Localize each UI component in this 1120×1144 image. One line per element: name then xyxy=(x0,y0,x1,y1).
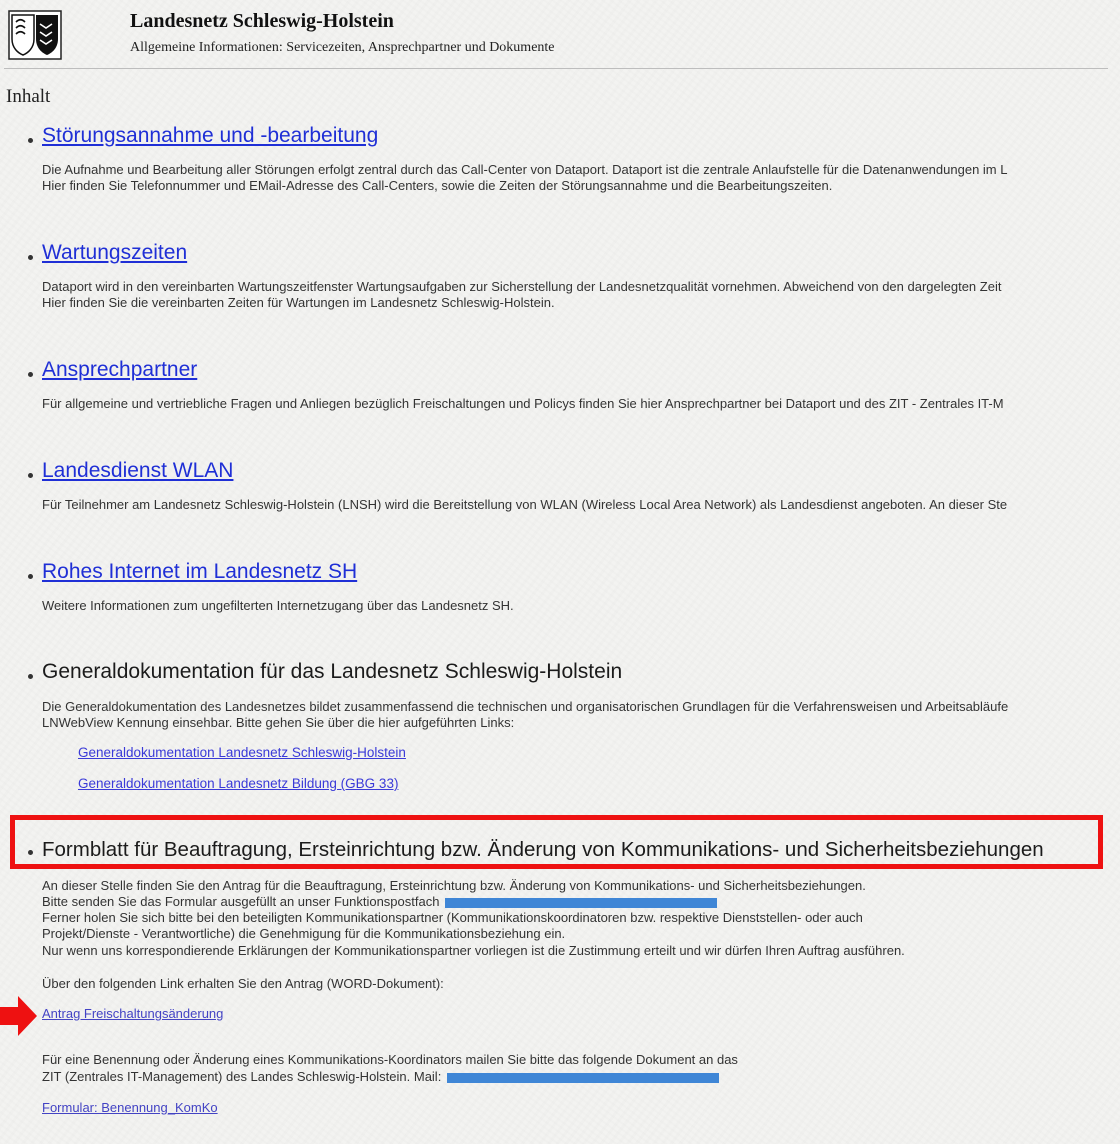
link-stoerungsannahme[interactable]: Störungsannahme und -bearbeitung xyxy=(42,124,379,147)
link-rohes-internet[interactable]: Rohes Internet im Landesnetz SH xyxy=(42,560,358,583)
bullet-icon xyxy=(28,850,33,855)
section-description-line: Weitere Informationen zum ungefilterten Internetzugang über das Landesnetz SH. xyxy=(42,598,514,613)
link-generaldoku-bildung[interactable]: Generaldokumentation Landesnetz Bildung (GBG 33) xyxy=(78,776,399,791)
site-title: Landesnetz Schleswig-Holstein xyxy=(130,10,394,32)
section-description-line: Projekt/Dienste - Verantwortliche) die Genehmigung für die Kommunikationsbeziehung ein. xyxy=(42,926,566,941)
section-description-line: An dieser Stelle finden Sie den Antrag für die Beauftragung, Ersteinrichtung bzw. Änderung von Kommunikations- und Sicherheitsbeziehungen. xyxy=(42,878,866,893)
section-description-line: Hier finden Sie Telefonnummer und EMail-Adresse des Call-Centers, sowie die Zeiten der Störungsannahme und die Bearbeitungszeiten. xyxy=(42,178,833,193)
link-wartungszeiten[interactable]: Wartungszeiten xyxy=(42,241,188,264)
bullet-icon xyxy=(28,473,33,478)
bullet-icon xyxy=(28,574,33,579)
link-landesdienst-wlan[interactable]: Landesdienst WLAN xyxy=(42,459,234,482)
heading-generaldokumentation: Generaldokumentation für das Landesnetz Schleswig-Holstein xyxy=(42,660,623,683)
red-arrow-icon xyxy=(0,994,38,1038)
header-divider xyxy=(4,68,1108,69)
section-wartungszeiten xyxy=(0,237,1110,321)
link-ansprechpartner[interactable]: Ansprechpartner xyxy=(42,358,198,381)
redacted-email xyxy=(447,1073,719,1083)
bullet-icon xyxy=(28,372,33,377)
section-description-line: Für Teilnehmer am Landesnetz Schleswig-Holstein (LNSH) wird die Bereitstellung von WLAN (Wireless Local Area Network) als Landesdienst angeboten. An dieser Ste xyxy=(42,497,1008,512)
bullet-icon xyxy=(28,138,33,143)
link-formular-komko[interactable]: Formular: Benennung_KomKo xyxy=(42,1100,218,1115)
section-description-line: Hier finden Sie die vereinbarten Zeiten für Wartungen im Landesnetz Schleswig-Holstein. xyxy=(42,295,555,310)
toc-heading: Inhalt xyxy=(6,86,51,107)
coat-of-arms-logo xyxy=(8,10,62,60)
link-generaldoku-sh[interactable]: Generaldokumentation Landesnetz Schleswig-Holstein xyxy=(78,745,406,760)
heading-formblatt: Formblatt für Beauftragung, Ersteinrichtung bzw. Änderung von Kommunikations- und Sicherheitsbeziehungen xyxy=(42,838,1044,861)
section-description-line: Für allgemeine und vertriebliche Fragen und Anliegen bezüglich Freischaltungen und Policys finden Sie hier Ansprechpartner bei Dataport und des ZIT - Zentrales IT-M xyxy=(42,396,1004,411)
bullet-icon xyxy=(28,674,33,679)
bullet-icon xyxy=(28,255,33,260)
section-rohes-internet xyxy=(0,556,1110,622)
section-description-line: LNWebView Kennung einsehbar. Bitte gehen Sie über die hier aufgeführten Links: xyxy=(42,715,515,730)
site-subtitle: Allgemeine Informationen: Servicezeiten, Ansprechpartner und Dokumente xyxy=(130,40,555,55)
section-description-line: Nur wenn uns korrespondierende Erklärungen der Kommunikationspartner vorliegen ist die Zustimmung erteilt und wir dürfen Ihren Auftrag ausführen. xyxy=(42,943,905,958)
section-description-line: Ferner holen Sie sich bitte bei den beteiligten Kommunikationspartner (Kommunikationskoordinatoren bzw. respektive Dienststellen- oder auch xyxy=(42,910,863,925)
section-generaldokumentation xyxy=(0,656,1110,798)
section-ansprechpartner xyxy=(0,354,1110,420)
antrag-link-intro: Über den folgenden Link erhalten Sie den Antrag (WORD-Dokument): xyxy=(42,976,444,991)
komko-description-line xyxy=(42,1069,719,1086)
section-description-line: Dataport wird in den vereinbarten Wartungszeitfenster Wartungsaufgaben zur Sicherstellung der Landesnetzqualität vornehmen. Abweichend von den dargelegten Zeit xyxy=(42,279,1002,294)
section-description-line xyxy=(42,894,717,911)
funktionspostfach-text: Bitte senden Sie das Formular ausgefüllt an unser Funktionspostfach xyxy=(42,894,440,909)
zit-mail-text: ZIT (Zentrales IT-Management) des Landes Schleswig-Holstein. Mail: xyxy=(42,1069,442,1084)
section-description-line: Die Aufnahme und Bearbeitung aller Störungen erfolgt zentral durch das Call-Center von Dataport. Dataport ist die zentrale Anlaufstelle für die Datenanwendungen im L xyxy=(42,162,1008,177)
section-formblatt xyxy=(0,832,1110,1122)
section-stoerungsannahme xyxy=(0,120,1110,204)
link-antrag-freischaltungsaenderung[interactable]: Antrag Freischaltungsänderung xyxy=(42,1006,224,1021)
komko-description-line: Für eine Benennung oder Änderung eines Kommunikations-Koordinators mailen Sie bitte das folgende Dokument an das xyxy=(42,1052,738,1067)
section-description-line: Die Generaldokumentation des Landesnetzes bildet zusammenfassend die technischen und organisatorischen Grundlagen für die Verfahrensweisen und Arbeitsabläufe xyxy=(42,699,1009,714)
section-wlan xyxy=(0,455,1110,521)
redacted-email xyxy=(445,898,717,908)
page-header xyxy=(0,0,1110,68)
